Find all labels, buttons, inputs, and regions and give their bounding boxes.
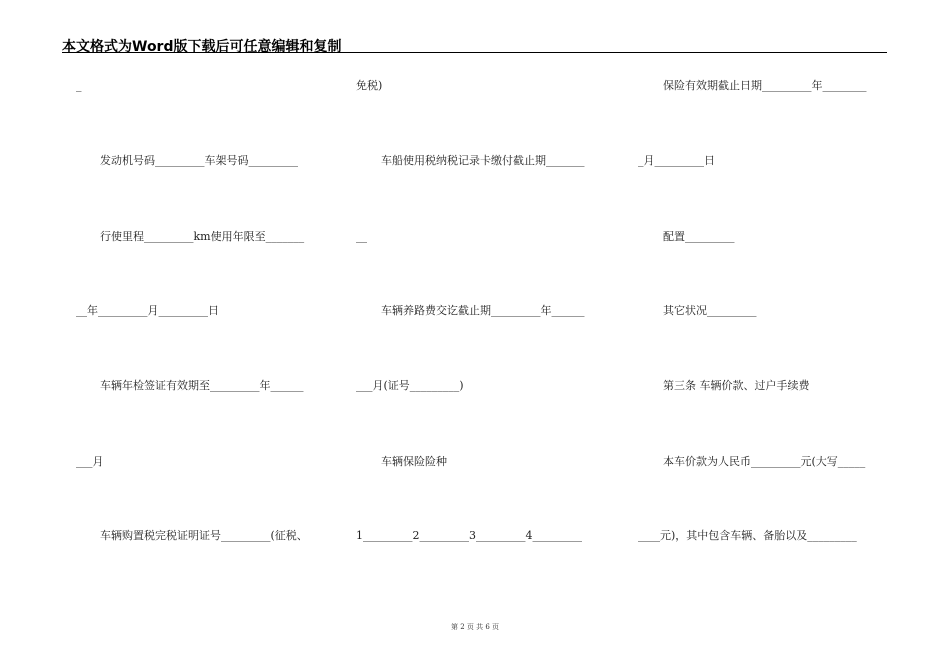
row3-col2: __	[356, 230, 367, 243]
row4-col1: __年_________月_________日	[76, 304, 219, 317]
row3-col1: 行使里程_________km使用年限至_______	[100, 230, 305, 243]
row1-col2: 免税)	[356, 79, 383, 92]
row7-col3: ____元)，其中包含车辆、备胎以及_________	[638, 529, 857, 542]
row6-col3: 本车价款为人民币_________元(大写_____	[663, 455, 866, 468]
row1-col1: _	[76, 79, 82, 92]
row4-col2: 车辆养路费交讫截止期_________年______	[381, 304, 585, 317]
row1-col3: 保险有效期截止日期_________年________	[663, 79, 867, 92]
header-divider	[62, 52, 887, 53]
row5-col2: ___月(证号_________)	[356, 379, 464, 392]
row3-col3: 配置_________	[663, 230, 735, 243]
row4-col3: 其它状况_________	[663, 304, 757, 317]
row7-col2: 1_________2_________3_________4_________	[356, 529, 582, 542]
row2-col3: _月_________日	[638, 154, 715, 167]
page-number: 第 2 页 共 6 页	[450, 623, 500, 631]
row6-col2: 车辆保险险种	[381, 455, 447, 468]
document-header: 本文格式为Word版下载后可任意编辑和复制	[62, 39, 342, 55]
row5-col1: 车辆年检签证有效期至_________年______	[100, 379, 304, 392]
row6-col1: ___月	[76, 455, 104, 468]
row5-col3: 第三条 车辆价款、过户手续费	[663, 379, 810, 392]
row2-col1: 发动机号码_________车架号码_________	[100, 154, 298, 167]
row2-col2: 车船使用税纳税记录卡缴付截止期_______	[381, 154, 585, 167]
row7-col1: 车辆购置税完税证明证号_________(征税、	[100, 529, 308, 542]
